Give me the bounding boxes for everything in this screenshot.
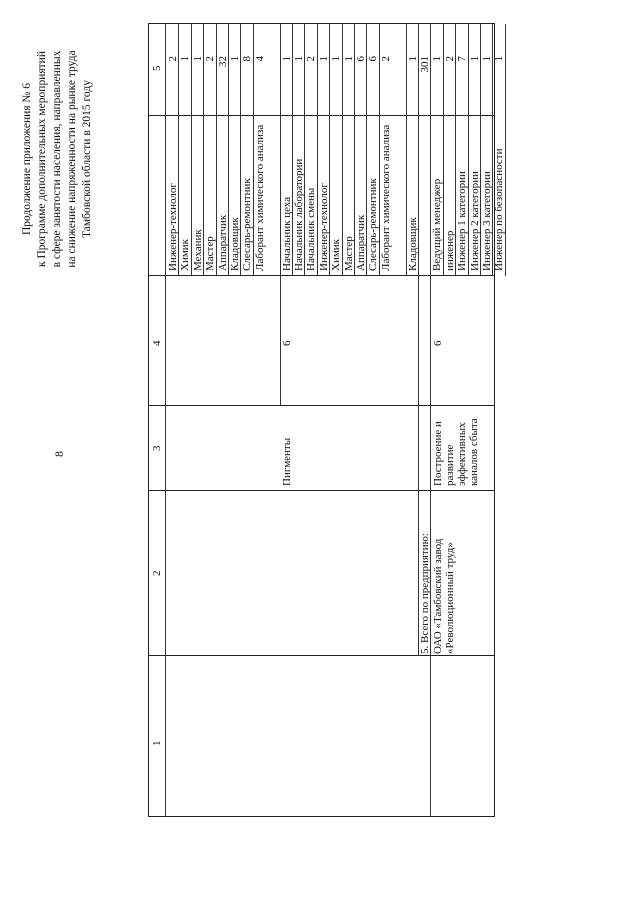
header-line: Продолжение приложения № 6: [21, 82, 33, 236]
count-cell: 1: [229, 56, 241, 62]
profession-cell: инженер: [443, 230, 456, 271]
profession-cell: Слесарь-ремонтник: [241, 178, 254, 271]
header-line: к Программе дополнительных мероприятий: [36, 51, 48, 267]
header-line: на снижение напряженности на рынке труда: [66, 50, 78, 268]
col-header-1: 1: [151, 740, 163, 746]
profession-cell: Инженер-технолог: [167, 183, 179, 271]
count-cell: 1: [317, 56, 330, 62]
column-divider: [149, 490, 494, 491]
profession-cell: Химик: [330, 238, 343, 271]
count-cell: 6: [367, 56, 380, 62]
appendix-header: [20, 9, 95, 309]
activity-cell: Построение и развитие эффективных каналов сбыта: [432, 418, 481, 486]
employment-table: [148, 23, 506, 817]
count-cell: 1: [293, 56, 305, 62]
total-value: 301: [419, 56, 431, 73]
profession-cell: Мастер: [342, 236, 355, 271]
column-divider: [149, 655, 494, 656]
profession-cell: Инженер 1 категории: [456, 171, 469, 271]
profession-cell: Инженер 3 категории: [481, 171, 493, 271]
header-divider: [165, 24, 166, 816]
count-cell: 2: [443, 56, 456, 62]
count-cell: 6: [355, 56, 367, 62]
profession-cell: Аппаратчик: [355, 214, 367, 271]
count-cell: 1: [468, 56, 481, 62]
count-cell: 1: [330, 56, 343, 62]
profession-cell: Кладовщик: [406, 217, 419, 271]
months-cell: 6: [432, 340, 445, 346]
profession-cell: Начальник цеха: [280, 196, 293, 271]
col-header-2: 2: [151, 570, 163, 576]
row-divider: [505, 24, 506, 276]
count-cell: 2: [204, 56, 217, 62]
count-cell: 2: [167, 56, 179, 62]
count-cell: 1: [280, 56, 293, 62]
header-line: в сфере занятости населения, направленных: [51, 50, 63, 268]
row-divider: [430, 24, 431, 816]
count-cell: 4: [253, 56, 266, 62]
count-cell: 1: [493, 56, 506, 62]
count-cell: 1: [406, 56, 419, 62]
count-cell: 1: [481, 56, 493, 62]
profession-cell: Химик: [179, 238, 192, 271]
profession-cell: Инженер 2 категории: [468, 171, 481, 271]
count-cell: 32: [216, 56, 229, 67]
count-cell: 2: [305, 56, 318, 62]
count-cell: 1: [342, 56, 355, 62]
profession-cell: Инженер по безопасности: [493, 148, 506, 271]
count-cell: 1: [431, 56, 444, 62]
count-cell: 2: [379, 56, 392, 62]
profession-cell: Механик: [191, 229, 204, 271]
months-cell: 6: [280, 340, 293, 346]
col-header-5: 5: [151, 65, 163, 71]
activity-cell: Пигменты: [280, 437, 293, 486]
profession-cell: Лаборант химического анализа: [379, 124, 392, 271]
col-header-4: 4: [151, 340, 163, 346]
profession-cell: Кладовщик: [229, 217, 241, 271]
profession-cell: Аппаратчик: [216, 214, 229, 271]
count-cell: 1: [179, 56, 192, 62]
count-cell: 7: [456, 56, 469, 62]
profession-cell: Ведущий менеджер: [431, 178, 444, 271]
count-cell: 1: [191, 56, 204, 62]
profession-cell: Начальник лаборатории: [293, 158, 305, 271]
profession-cell: Инженер-технолог: [317, 183, 330, 271]
total-label: 5. Всего по предприятию:: [419, 533, 431, 654]
profession-cell: Слесарь-ремонтник: [367, 178, 380, 271]
enterprise-name: ОАО «Тамбовский завод «Революционный труд»: [432, 538, 457, 654]
col-header-3: 3: [151, 445, 163, 451]
profession-cell: Лаборант химического анализа: [253, 124, 266, 271]
page-number: 8: [52, 451, 66, 457]
profession-cell: Начальник смены: [305, 187, 318, 271]
count-cell: 8: [241, 56, 254, 62]
header-line: Тамбовской области в 2015 году: [81, 80, 93, 238]
profession-cell: Мастер: [204, 236, 217, 271]
